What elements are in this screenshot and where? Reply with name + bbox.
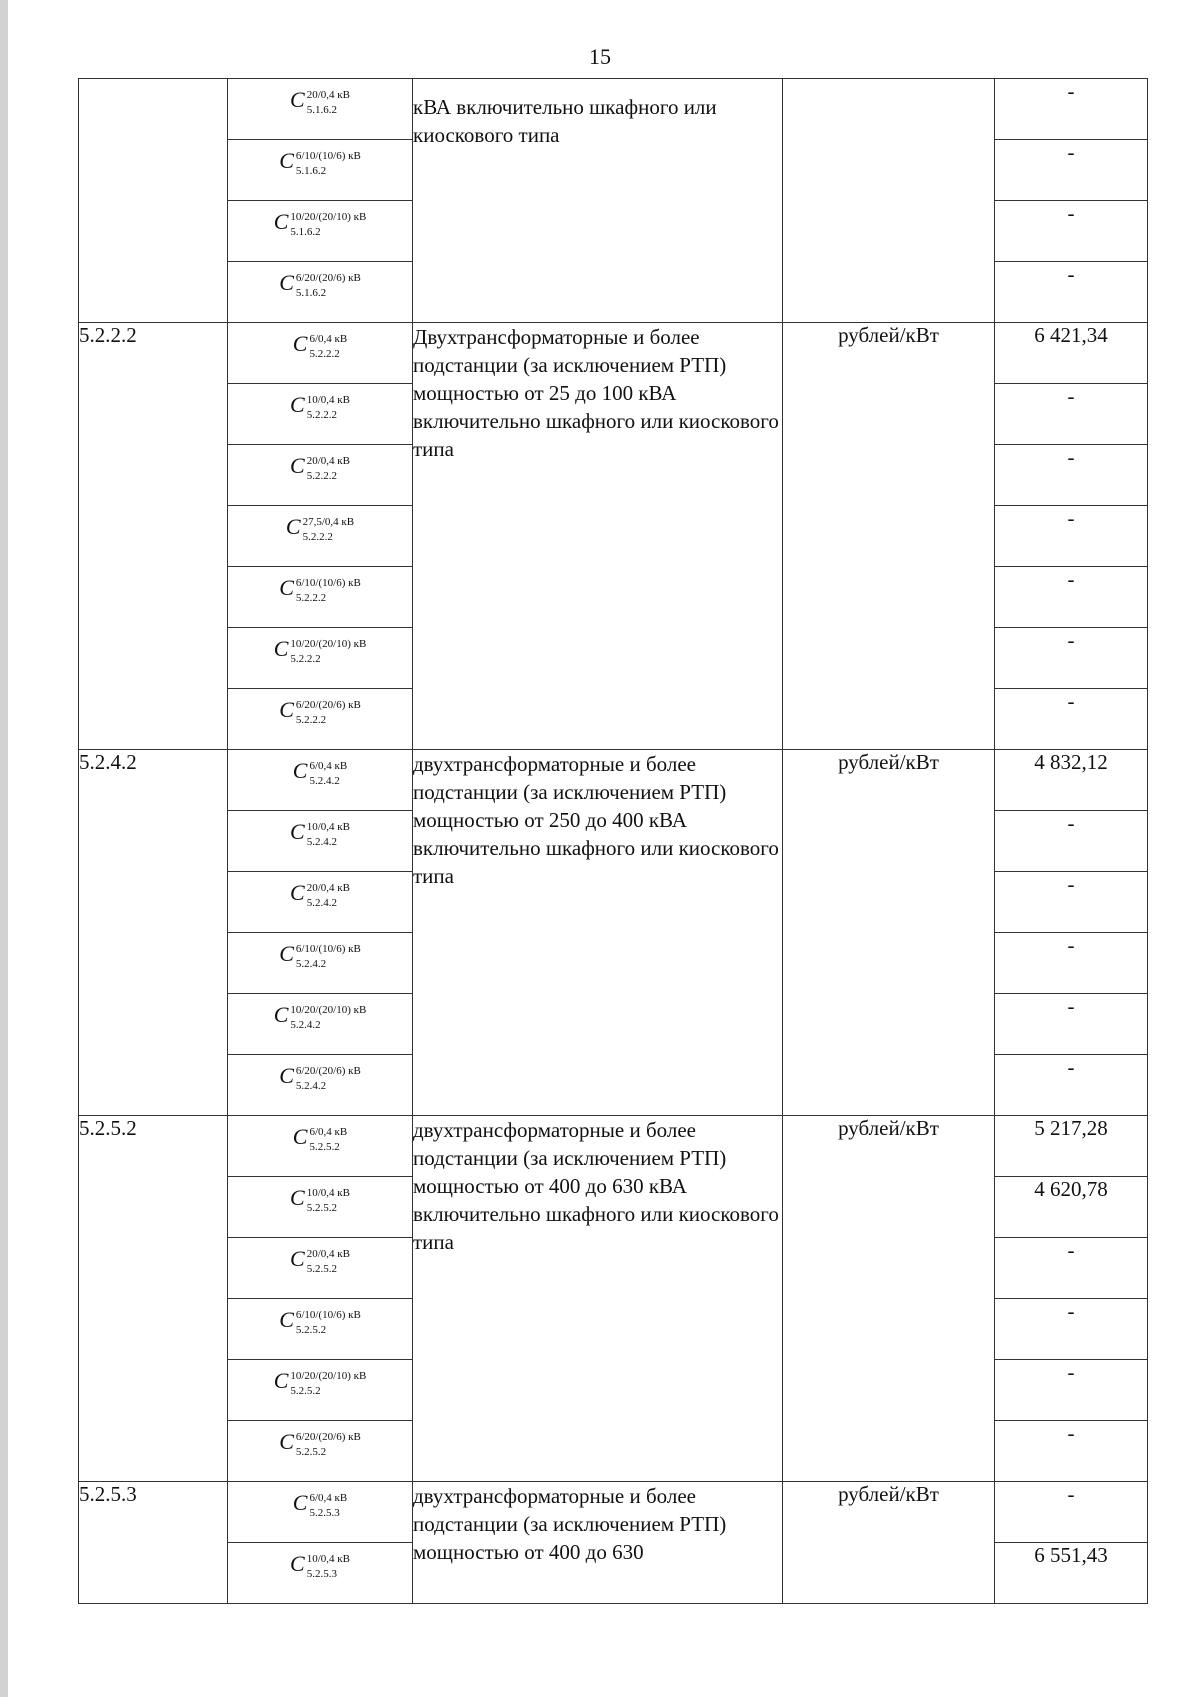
rate-letter: C [279, 575, 294, 600]
voltage-superscript: 6/0,4 кВ [309, 1126, 348, 1138]
rate-value: 6 421,34 [995, 323, 1148, 384]
item-subscript: 5.2.2.2 [309, 348, 340, 360]
rate-formula [228, 689, 413, 750]
rate-letter: C [279, 941, 294, 966]
rate-formula [228, 1360, 413, 1421]
rate-letter: C [273, 209, 289, 234]
rate-formula [228, 1055, 413, 1116]
voltage-superscript: 6/20/(20/6) кВ [295, 1431, 361, 1443]
rate-symbol [290, 821, 350, 849]
rate-value: - [995, 811, 1148, 872]
rate-scripts [296, 577, 361, 605]
rate-value: - [995, 1055, 1148, 1116]
item-subscript: 5.2.5.2 [290, 1385, 321, 1397]
voltage-superscript: 6/10/(10/6) кВ [295, 150, 361, 162]
unit-of-measure: рублей/кВт [783, 1116, 995, 1482]
rate-scripts [307, 882, 350, 910]
unit-of-measure: рублей/кВт [783, 1482, 995, 1604]
scan-edge [0, 0, 8, 1697]
rate-scripts [296, 943, 361, 971]
rate-formula [228, 1421, 413, 1482]
voltage-superscript: 6/20/(20/6) кВ [295, 272, 361, 284]
rate-value: - [995, 933, 1148, 994]
item-subscript: 5.2.5.3 [309, 1507, 340, 1519]
rate-formula [228, 811, 413, 872]
rate-symbol [274, 211, 367, 239]
rate-symbol [274, 1370, 367, 1398]
table-row [79, 79, 1148, 140]
rate-letter: C [290, 392, 305, 417]
rate-formula [228, 872, 413, 933]
voltage-superscript: 6/0,4 кВ [309, 333, 348, 345]
rate-value: - [995, 1482, 1148, 1543]
rate-scripts [307, 1248, 350, 1276]
rate-formula [228, 323, 413, 384]
item-subscript: 5.2.4.2 [306, 897, 337, 909]
rate-formula [228, 1238, 413, 1299]
voltage-superscript: 10/0,4 кВ [306, 1187, 350, 1199]
voltage-superscript: 10/20/(20/10) кВ [290, 211, 367, 223]
rate-letter: C [279, 697, 294, 722]
rate-formula [228, 628, 413, 689]
voltage-superscript: 6/10/(10/6) кВ [295, 577, 361, 589]
rate-value: - [995, 1238, 1148, 1299]
rate-formula [228, 750, 413, 811]
rate-scripts [309, 1126, 347, 1154]
rate-letter: C [279, 1429, 294, 1454]
rate-letter: C [279, 1307, 294, 1332]
rate-scripts [309, 1492, 347, 1520]
rate-formula [228, 201, 413, 262]
tariff-table-body [79, 79, 1148, 1604]
voltage-superscript: 10/0,4 кВ [306, 821, 350, 833]
rate-formula [228, 1177, 413, 1238]
item-subscript: 5.2.5.2 [306, 1263, 337, 1275]
rate-scripts [307, 1553, 350, 1581]
table-row [79, 1482, 1148, 1543]
item-subscript: 5.2.5.2 [295, 1446, 327, 1458]
item-subscript: 5.2.4.2 [295, 1080, 327, 1092]
rate-symbol [290, 882, 350, 910]
rate-letter: C [279, 148, 294, 173]
rate-value: - [995, 262, 1148, 323]
rate-formula [228, 1116, 413, 1177]
item-subscript: 5.2.2.2 [295, 714, 327, 726]
rate-value: 4 620,78 [995, 1177, 1148, 1238]
rate-symbol [290, 1248, 350, 1276]
item-description: двухтрансформаторные и более подстанции (за исключением РТП) мощностью от 400 до 630 кВА включительно шкафного или киоскового типа [413, 1116, 783, 1482]
rate-value: - [995, 1360, 1148, 1421]
rate-letter: C [290, 880, 305, 905]
item-code: 5.2.5.2 [79, 1116, 228, 1482]
rate-symbol [279, 577, 361, 605]
rate-symbol [293, 1492, 347, 1520]
item-code: 5.2.4.2 [79, 750, 228, 1116]
rate-formula [228, 1482, 413, 1543]
item-subscript: 5.1.6.2 [306, 104, 337, 116]
page-number: 15 [589, 44, 611, 69]
rate-value: - [995, 201, 1148, 262]
tariff-table [78, 78, 1148, 1604]
item-subscript: 5.1.6.2 [290, 226, 321, 238]
rate-letter: C [290, 453, 305, 478]
voltage-superscript: 20/0,4 кВ [306, 882, 350, 894]
rate-value: - [995, 140, 1148, 201]
rate-scripts [290, 1370, 366, 1398]
rate-scripts [296, 1065, 361, 1093]
rate-letter: C [292, 758, 308, 783]
voltage-superscript: 10/0,4 кВ [306, 394, 350, 406]
rate-symbol [279, 1431, 361, 1459]
item-subscript: 5.2.5.2 [306, 1202, 337, 1214]
rate-scripts [309, 333, 347, 361]
item-subscript: 5.2.5.2 [295, 1324, 327, 1336]
rate-symbol [293, 760, 347, 788]
rate-value: - [995, 689, 1148, 750]
voltage-superscript: 10/20/(20/10) кВ [290, 638, 367, 650]
item-description: двухтрансформаторные и более подстанции (за исключением РТП) мощностью от 250 до 400 кВА включительно шкафного или киоскового типа [413, 750, 783, 1116]
voltage-superscript: 20/0,4 кВ [306, 455, 350, 467]
rate-symbol [290, 394, 350, 422]
rate-letter: C [285, 514, 301, 539]
rate-letter: C [290, 1246, 305, 1271]
item-subscript: 5.2.4.2 [309, 775, 340, 787]
voltage-superscript: 10/0,4 кВ [306, 1553, 350, 1565]
item-subscript: 5.1.6.2 [295, 165, 327, 177]
rate-value: - [995, 445, 1148, 506]
unit-of-measure: рублей/кВт [783, 750, 995, 1116]
rate-scripts [296, 1431, 361, 1459]
rate-symbol [286, 516, 354, 544]
rate-symbol [290, 89, 350, 117]
rate-symbol [293, 1126, 347, 1154]
rate-formula [228, 933, 413, 994]
rate-letter: C [273, 636, 289, 661]
rate-letter: C [273, 1368, 289, 1393]
rate-formula [228, 994, 413, 1055]
rate-letter: C [292, 1490, 308, 1515]
unit-of-measure [783, 79, 995, 323]
rate-scripts [303, 516, 355, 544]
rate-value: - [995, 567, 1148, 628]
table-row [79, 323, 1148, 384]
item-subscript: 5.2.4.2 [295, 958, 327, 970]
rate-letter: C [290, 819, 305, 844]
rate-formula [228, 262, 413, 323]
rate-letter: C [279, 1063, 294, 1088]
item-subscript: 5.2.2.2 [302, 531, 333, 543]
rate-formula [228, 506, 413, 567]
rate-symbol [279, 272, 361, 300]
rate-scripts [307, 821, 350, 849]
item-code: 5.2.2.2 [79, 323, 228, 750]
rate-value: - [995, 872, 1148, 933]
rate-letter: C [290, 1551, 305, 1576]
item-subscript: 5.2.2.2 [306, 470, 337, 482]
voltage-superscript: 20/0,4 кВ [306, 1248, 350, 1260]
rate-value: - [995, 506, 1148, 567]
rate-value: - [995, 1421, 1148, 1482]
rate-scripts [307, 394, 350, 422]
item-subscript: 5.2.4.2 [290, 1019, 321, 1031]
rate-symbol [279, 943, 361, 971]
rate-scripts [296, 1309, 361, 1337]
item-code [79, 79, 228, 323]
item-code: 5.2.5.3 [79, 1482, 228, 1604]
voltage-superscript: 6/20/(20/6) кВ [295, 1065, 361, 1077]
voltage-superscript: 6/0,4 кВ [309, 1492, 348, 1504]
rate-scripts [290, 638, 366, 666]
rate-symbol [290, 1187, 350, 1215]
rate-scripts [296, 272, 361, 300]
rate-value: - [995, 628, 1148, 689]
rate-value: - [995, 384, 1148, 445]
rate-value: - [995, 79, 1148, 140]
rate-symbol [290, 455, 350, 483]
rate-value: 5 217,28 [995, 1116, 1148, 1177]
rate-symbol [274, 1004, 367, 1032]
rate-formula [228, 1543, 413, 1604]
rate-value: - [995, 994, 1148, 1055]
voltage-superscript: 6/10/(10/6) кВ [295, 943, 361, 955]
voltage-superscript: 10/20/(20/10) кВ [290, 1370, 367, 1382]
rate-scripts [296, 699, 361, 727]
rate-scripts [309, 760, 347, 788]
rate-value: 4 832,12 [995, 750, 1148, 811]
item-subscript: 5.2.2.2 [290, 653, 321, 665]
rate-formula [228, 445, 413, 506]
rate-symbol [279, 150, 361, 178]
rate-formula [228, 567, 413, 628]
rate-value: - [995, 1299, 1148, 1360]
rate-scripts [290, 211, 366, 239]
table-row [79, 1116, 1148, 1177]
rate-symbol [279, 1309, 361, 1337]
item-subscript: 5.2.2.2 [295, 592, 327, 604]
rate-symbol [274, 638, 367, 666]
rate-formula [228, 79, 413, 140]
item-subscript: 5.2.2.2 [306, 409, 337, 421]
rate-formula [228, 384, 413, 445]
rate-scripts [307, 89, 350, 117]
rate-scripts [296, 150, 361, 178]
rate-letter: C [292, 331, 308, 356]
rate-formula [228, 1299, 413, 1360]
rate-letter: C [290, 87, 305, 112]
rate-letter: C [292, 1124, 308, 1149]
voltage-superscript: 6/10/(10/6) кВ [295, 1309, 361, 1321]
item-subscript: 5.1.6.2 [295, 287, 327, 299]
voltage-superscript: 10/20/(20/10) кВ [290, 1004, 367, 1016]
voltage-superscript: 20/0,4 кВ [306, 89, 350, 101]
table-row [79, 750, 1148, 811]
rate-value: 6 551,43 [995, 1543, 1148, 1604]
unit-of-measure: рублей/кВт [783, 323, 995, 750]
voltage-superscript: 6/0,4 кВ [309, 760, 348, 772]
item-subscript: 5.2.5.3 [306, 1568, 337, 1580]
item-description: двухтрансформаторные и более подстанции (за исключением РТП) мощностью от 400 до 630 [413, 1482, 783, 1604]
item-subscript: 5.2.5.2 [309, 1141, 340, 1153]
rate-symbol [293, 333, 347, 361]
voltage-superscript: 27,5/0,4 кВ [302, 516, 355, 528]
rate-symbol [279, 699, 361, 727]
rate-letter: C [290, 1185, 305, 1210]
rate-scripts [307, 1187, 350, 1215]
rate-symbol [290, 1553, 350, 1581]
rate-scripts [307, 455, 350, 483]
rate-letter: C [273, 1002, 289, 1027]
item-subscript: 5.2.4.2 [306, 836, 337, 848]
rate-letter: C [279, 270, 294, 295]
item-description: Двухтрансформаторные и более подстанции (за исключением РТП) мощностью от 25 до 100 кВА включительно шкафного или киоскового типа [413, 323, 783, 750]
voltage-superscript: 6/20/(20/6) кВ [295, 699, 361, 711]
rate-formula [228, 140, 413, 201]
rate-symbol [279, 1065, 361, 1093]
rate-scripts [290, 1004, 366, 1032]
item-description: кВА включительно шкафного или киоскового типа [413, 79, 783, 323]
